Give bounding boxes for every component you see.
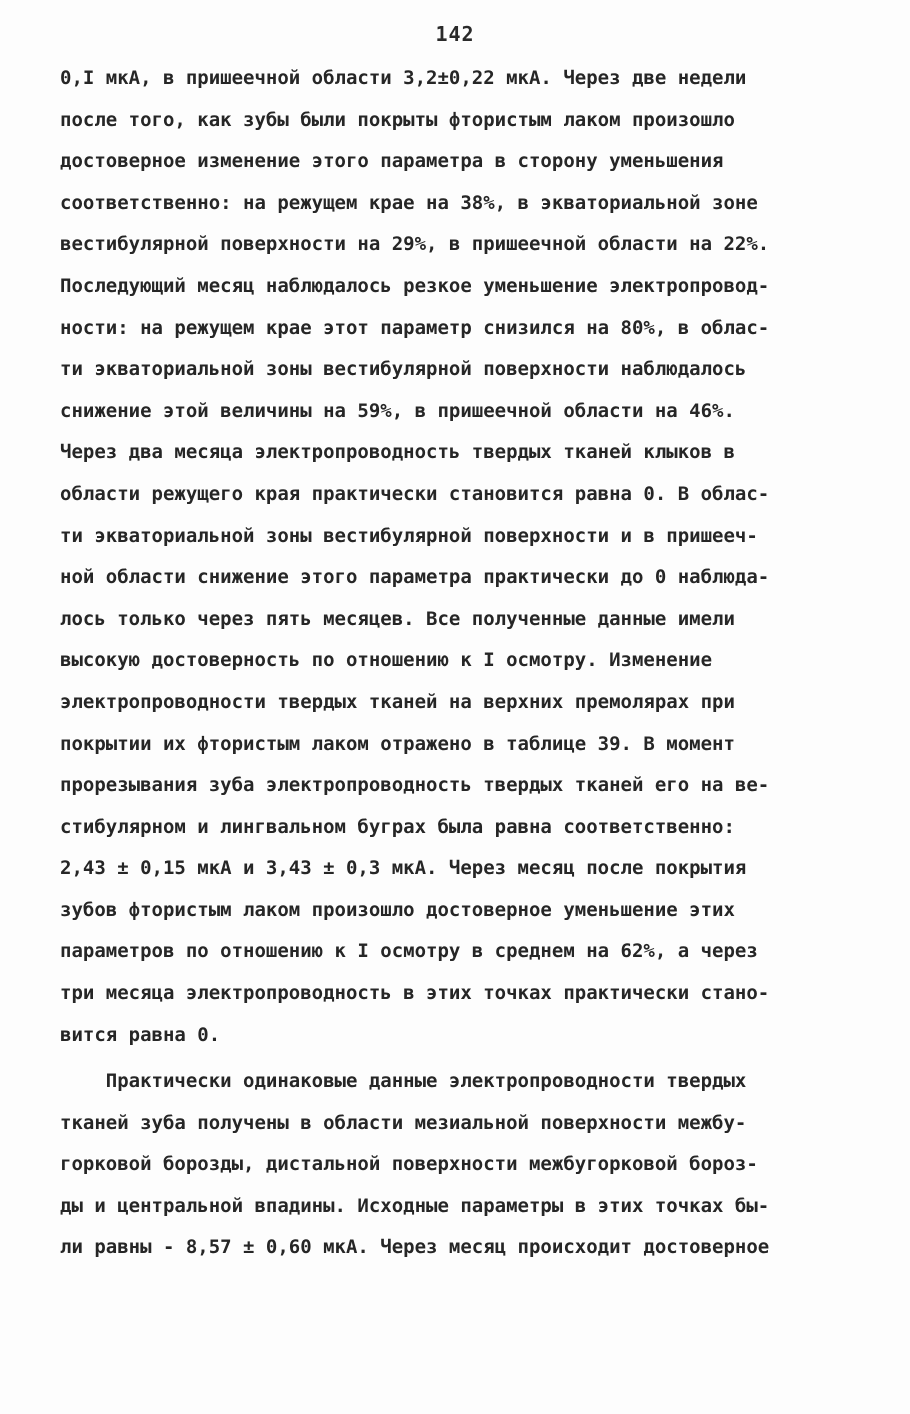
- text-line: Последующий месяц наблюдалось резкое уменьшение электропровод-: [60, 274, 770, 297]
- text-line: после того, как зубы были покрыты фтористым лаком произошло: [60, 108, 735, 131]
- text-line: параметров по отношению к I осмотру в среднем на 62%, а через: [60, 940, 758, 963]
- paragraph-2: [60, 1061, 860, 1269]
- page-number: 142: [435, 22, 475, 46]
- text-line: 2,43 ± 0,15 мкА и 3,43 ± 0,3 мкА. Через месяц после покрытия: [60, 857, 747, 880]
- text-line: зубов фтористым лаком произошло достоверное уменьшение этих: [60, 898, 735, 921]
- text-line: достоверное изменение этого параметра в сторону уменьшения: [60, 150, 724, 173]
- text-line: покрытии их фтористым лаком отражено в таблице 39. В момент: [60, 732, 735, 755]
- text-line: ти экваториальной зоны вестибулярной поверхности наблюдалось: [60, 358, 747, 381]
- text-line: ли равны - 8,57 ± 0,60 мкА. Через месяц происходит достоверное: [60, 1236, 770, 1259]
- text-line: ды и центральной впадины. Исходные параметры в этих точках бы-: [60, 1194, 770, 1217]
- paragraph-1: [60, 58, 860, 1056]
- text-line: высокую достоверность по отношению к I осмотру. Изменение: [60, 649, 713, 672]
- text-line: ти экваториальной зоны вестибулярной поверхности и в пришееч-: [60, 524, 758, 547]
- text-line: Практически одинаковые данные электропроводности твердых: [60, 1070, 747, 1092]
- text-line: лось только через пять месяцев. Все полученные данные имели: [60, 607, 735, 630]
- text-line: соответственно: на режущем крае на 38%, в экваториальной зоне: [60, 191, 758, 214]
- text-line: области режущего края практически становится равна 0. В облас-: [60, 482, 770, 505]
- text-line: горковой борозды, дистальной поверхности межбугорковой бороз-: [60, 1153, 758, 1176]
- text-line: ной области снижение этого параметра практически до 0 наблюда-: [60, 566, 770, 589]
- text-line: стибулярном и лингвальном буграх была равна соответственно:: [60, 815, 735, 838]
- text-line: вестибулярной поверхности на 29%, в пришеечной области на 22%.: [60, 233, 770, 256]
- text-line: 0,I мкА, в пришеечной области 3,2±0,22 мкА. Через две недели: [60, 67, 747, 89]
- text-line: снижение этой величины на 59%, в пришеечной области на 46%.: [60, 399, 735, 422]
- text-line: ности: на режущем крае этот параметр снизился на 80%, в облас-: [60, 316, 770, 339]
- text-line: три месяца электропроводность в этих точках практически стано-: [60, 982, 770, 1005]
- text-line: электропроводности твердых тканей на верхних премолярах при: [60, 690, 735, 713]
- text-line: прорезывания зуба электропроводность твердых тканей его на ве-: [60, 774, 770, 797]
- text-line: вится равна 0.: [60, 1023, 221, 1046]
- text-line: тканей зуба получены в области мезиальной поверхности межбу-: [60, 1111, 747, 1134]
- text-line: Через два месяца электропроводность твердых тканей клыков в: [60, 441, 735, 464]
